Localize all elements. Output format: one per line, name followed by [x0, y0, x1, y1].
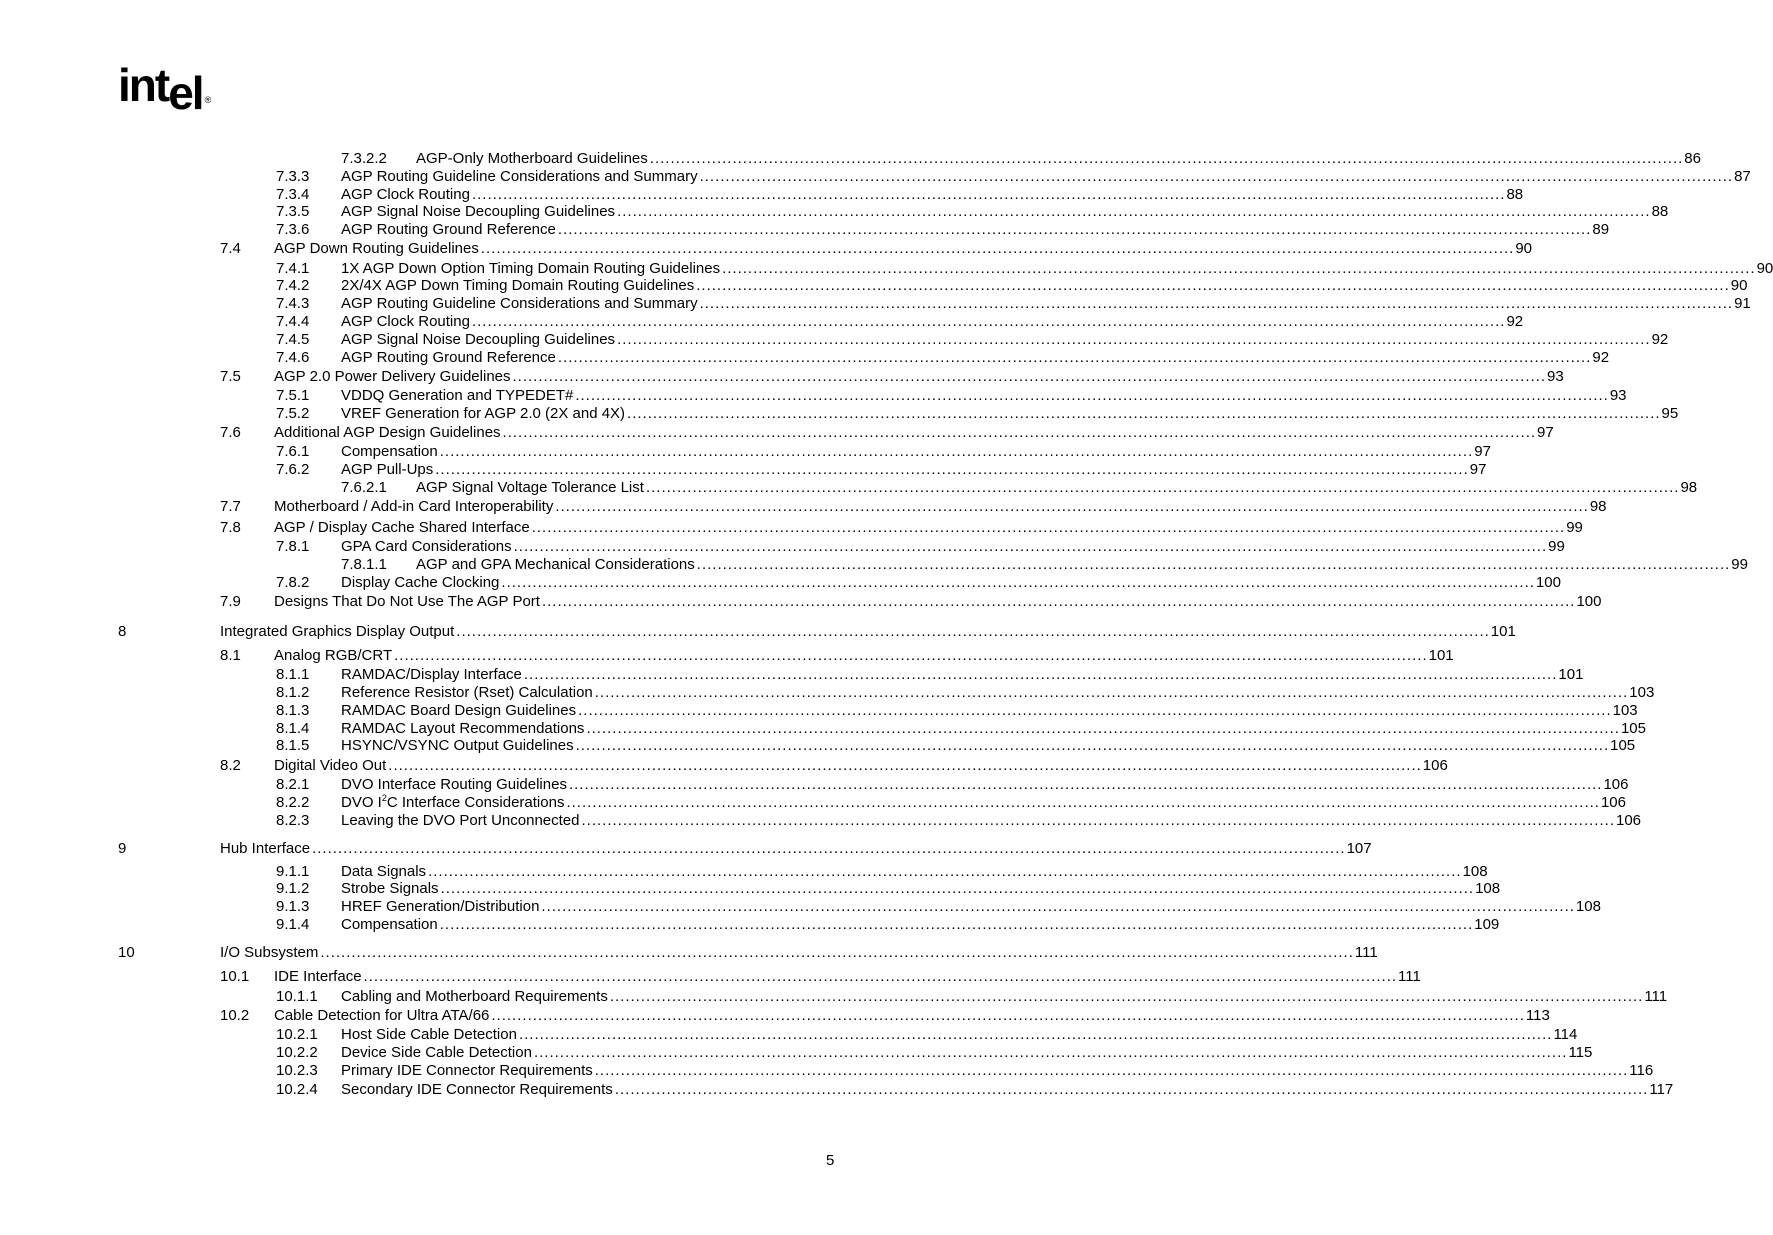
dot-leader: ........................................................................................................................................................................................................ — [312, 840, 1346, 857]
toc-entry[interactable] — [0, 479, 1698, 497]
dot-leader: ........................................................................................................................................................................................................ — [439, 443, 1474, 460]
toc-entry-title: Data Signals — [341, 863, 427, 880]
dot-leader: ........................................................................................................................................................................................................ — [557, 221, 1592, 238]
logo-text: int — [118, 59, 169, 111]
dot-leader: ........................................................................................................................................................................................................ — [627, 405, 1661, 422]
dot-leader: ........................................................................................................................................................................................................ — [480, 240, 1515, 257]
toc-entry-title: AGP Clock Routing — [341, 186, 470, 203]
toc-entry-title: AGP Clock Routing — [341, 313, 470, 330]
toc-entry-title: Host Side Cable Detection — [341, 1026, 517, 1043]
toc-entry-number: 8.1 — [220, 647, 241, 664]
toc-entry-title: AGP / Display Cache Shared Interface — [274, 519, 530, 536]
toc-entry-title: Compensation — [341, 916, 438, 933]
toc-entry-number: 7.9 — [220, 593, 241, 610]
toc-entry[interactable] — [0, 776, 1629, 794]
toc-entry-page: 103 — [1612, 702, 1638, 719]
toc-entry-number: 7.8.1.1 — [341, 556, 387, 573]
dot-leader: ........................................................................................................................................................................................................ — [649, 150, 1684, 167]
dot-leader: ........................................................................................................................................................................................................ — [456, 623, 1490, 640]
dot-leader: ........................................................................................................................................................................................................ — [609, 988, 1644, 1005]
toc-entry-title: DVO Interface Routing Guidelines — [341, 776, 567, 793]
toc-entry-page: 106 — [1600, 794, 1626, 811]
dot-leader: ........................................................................................................................................................................................................ — [581, 812, 1615, 829]
toc-entry-number: 10.2 — [220, 1007, 250, 1024]
dot-leader: ........................................................................................................................................................................................................ — [541, 898, 1575, 915]
toc-entry-number: 10 — [118, 944, 135, 961]
toc-entry[interactable] — [0, 898, 1601, 916]
toc-entry-page: 105 — [1620, 720, 1646, 737]
toc-entry[interactable] — [0, 593, 1602, 611]
toc-entry-page: 89 — [1592, 221, 1610, 238]
toc-entry[interactable] — [0, 1026, 1578, 1044]
toc-entry-page: 108 — [1475, 880, 1501, 897]
toc-entry-number: 7.3.6 — [276, 221, 310, 238]
toc-entry[interactable] — [0, 313, 1524, 331]
toc-entry-number: 7.6 — [220, 424, 241, 441]
toc-entry[interactable] — [0, 988, 1668, 1006]
toc-entry-page: 106 — [1603, 776, 1629, 793]
toc-entry[interactable] — [0, 968, 1421, 986]
toc-entry-number: 9.1.2 — [276, 880, 310, 897]
toc-entry-number: 8 — [118, 623, 127, 640]
toc-entry-page: 98 — [1680, 479, 1698, 496]
dot-leader: ........................................................................................................................................................................................................ — [440, 880, 1475, 897]
toc-entry-title: Cable Detection for Ultra ATA/66 — [274, 1007, 490, 1024]
dot-leader: ........................................................................................................................................................................................................ — [568, 776, 1603, 793]
toc-entry[interactable] — [0, 1007, 1550, 1025]
toc-entry[interactable] — [0, 424, 1554, 442]
toc-entry-number: 8.2.2 — [276, 794, 310, 811]
toc-entry-page: 86 — [1684, 150, 1701, 167]
toc-entry-page: 97 — [1474, 443, 1491, 460]
toc-entry-title: IDE Interface — [274, 968, 362, 985]
toc-entry-number: 7.4.3 — [276, 295, 310, 312]
toc-entry-number: 7.4.1 — [276, 260, 310, 277]
dot-leader: ........................................................................................................................................................................................................ — [594, 684, 1629, 701]
dot-leader: ........................................................................................................................................................................................................ — [541, 593, 1576, 610]
toc-entry-page: 99 — [1548, 538, 1565, 555]
toc-entry-title: Reference Resistor (Rset) Calculation — [341, 684, 593, 701]
toc-entry-title: GPA Card Considerations — [341, 538, 512, 555]
toc-entry-page: 101 — [1490, 623, 1516, 640]
dot-leader: ........................................................................................................................................................................................................ — [502, 424, 1537, 441]
toc-entry-number: 9 — [118, 840, 127, 857]
toc-entry-number: 7.3.5 — [276, 203, 310, 220]
toc-entry-page: 105 — [1610, 737, 1636, 754]
toc-entry[interactable] — [0, 203, 1669, 221]
registered-mark: ® — [204, 95, 212, 105]
toc-entry-number: 10.2.4 — [276, 1081, 318, 1098]
dot-leader: ........................................................................................................................................................................................................ — [617, 203, 1651, 220]
dot-leader: ........................................................................................................................................................................................................ — [394, 647, 1428, 664]
toc-entry-title: Cabling and Motherboard Requirements — [341, 988, 608, 1005]
dot-leader: ........................................................................................................................................................................................................ — [614, 1081, 1649, 1098]
toc-entry-number: 7.5.2 — [276, 405, 310, 422]
toc-entry[interactable] — [0, 168, 1751, 186]
toc-entry-number: 9.1.3 — [276, 898, 310, 915]
toc-entry-page: 99 — [1566, 519, 1583, 536]
toc-entry[interactable] — [0, 916, 1500, 934]
toc-entry-number: 7.4.4 — [276, 313, 310, 330]
toc-entry-page: 113 — [1525, 1007, 1550, 1024]
toc-entry-number: 10.2.3 — [276, 1062, 318, 1079]
toc-entry-page: 93 — [1609, 387, 1627, 404]
toc-entry-title: Additional AGP Design Guidelines — [274, 424, 501, 441]
toc-entry-number: 10.1 — [220, 968, 250, 985]
toc-entry[interactable] — [0, 720, 1646, 738]
toc-entry-number: 7.3.2.2 — [341, 150, 387, 167]
toc-entry[interactable] — [0, 277, 1748, 295]
toc-entry-number: 7.4.6 — [276, 349, 310, 366]
dot-leader: ........................................................................................................................................................................................................ — [439, 916, 1474, 933]
dot-leader: ........................................................................................................................................................................................................ — [617, 331, 1651, 348]
toc-entry[interactable] — [0, 647, 1454, 665]
toc-entry[interactable] — [0, 840, 1372, 858]
toc-entry[interactable] — [0, 368, 1564, 386]
toc-entry-title: HSYNC/VSYNC Output Guidelines — [341, 737, 574, 754]
toc-entry-number: 10.1.1 — [276, 988, 318, 1005]
toc-entry-title: Designs That Do Not Use The AGP Port — [274, 593, 540, 610]
toc-entry[interactable] — [0, 150, 1701, 168]
toc-entry-title: AGP Routing Ground Reference — [341, 349, 556, 366]
toc-entry-number: 8.1.4 — [276, 720, 310, 737]
toc-entry-number: 7.5.1 — [276, 387, 310, 404]
toc-entry-number: 7.6.2 — [276, 461, 310, 478]
toc-entry-page: 90 — [1730, 277, 1748, 294]
toc-entry-number: 8.2 — [220, 757, 241, 774]
toc-entry-title: Compensation — [341, 443, 438, 460]
dot-leader: ........................................................................................................................................................................................................ — [428, 863, 1462, 880]
toc-entry-title: Integrated Graphics Display Output — [220, 623, 455, 640]
dot-leader: ........................................................................................................................................................................................................ — [594, 1062, 1629, 1079]
dot-leader: ........................................................................................................................................................................................................ — [471, 186, 1506, 203]
toc-entry-title: 2X/4X AGP Down Timing Domain Routing Guidelines — [341, 277, 695, 294]
toc-entry-title: DVO $I^2C$ Interface Considerations — [341, 793, 565, 811]
dot-leader: ........................................................................................................................................................................................................ — [557, 349, 1592, 366]
dot-leader: ........................................................................................................................................................................................................ — [696, 556, 1731, 573]
toc-entry-title: AGP Signal Noise Decoupling Guidelines — [341, 331, 616, 348]
toc-entry-title: RAMDAC/Display Interface — [341, 666, 522, 683]
toc-entry-page: 87 — [1734, 168, 1751, 185]
toc-entry[interactable] — [0, 684, 1655, 702]
toc-entry-page: 88 — [1651, 203, 1669, 220]
dot-leader: ........................................................................................................................................................................................................ — [699, 168, 1734, 185]
toc-entry[interactable] — [0, 1081, 1674, 1099]
toc-entry-page: 95 — [1661, 405, 1679, 422]
toc-entry-title: I/O Subsystem — [220, 944, 319, 961]
toc-entry-title: Leaving the DVO Port Unconnected — [341, 812, 580, 829]
toc-entry-page: 101 — [1558, 666, 1584, 683]
toc-entry[interactable] — [0, 443, 1491, 461]
toc-entry-page: 92 — [1592, 349, 1610, 366]
toc-entry[interactable] — [0, 880, 1501, 898]
toc-entry-number: 7.3.3 — [276, 168, 310, 185]
toc-entry-page: 99 — [1731, 556, 1748, 573]
dot-leader: ........................................................................................................................................................................................................ — [722, 260, 1756, 277]
toc-entry-page: 101 — [1428, 647, 1454, 664]
dot-leader: ........................................................................................................................................................................................................ — [578, 702, 1612, 719]
toc-entry-page: 108 — [1575, 898, 1601, 915]
toc-entry-title: Hub Interface — [220, 840, 311, 857]
toc-entry[interactable] — [0, 240, 1533, 258]
toc-entry-title: AGP Pull-Ups — [341, 461, 434, 478]
toc-entry-title: RAMDAC Layout Recommendations — [341, 720, 585, 737]
toc-entry-number: 7.8.1 — [276, 538, 310, 555]
toc-entry-page: 109 — [1474, 916, 1500, 933]
dot-leader: ........................................................................................................................................................................................................ — [512, 368, 1546, 385]
toc-entry[interactable] — [0, 944, 1378, 962]
dot-leader: ........................................................................................................................................................................................................ — [555, 498, 1589, 515]
toc-entry-page: 117 — [1649, 1081, 1674, 1098]
toc-entry-title: Primary IDE Connector Requirements — [341, 1062, 593, 1079]
dot-leader: ........................................................................................................................................................................................................ — [575, 737, 1610, 754]
dot-leader: ........................................................................................................................................................................................................ — [575, 387, 1609, 404]
toc-entry-title: Display Cache Clocking — [341, 574, 500, 591]
toc-entry-number: 7.6.2.1 — [341, 479, 387, 496]
dot-leader: ........................................................................................................................................................................................................ — [518, 1026, 1553, 1043]
toc-entry[interactable] — [0, 623, 1516, 641]
dot-leader: ........................................................................................................................................................................................................ — [645, 479, 1680, 496]
toc-entry[interactable] — [0, 556, 1748, 574]
toc-entry[interactable] — [0, 757, 1448, 775]
toc-entry-number: 8.1.1 — [276, 666, 310, 683]
toc-entry-page: 92 — [1651, 331, 1669, 348]
toc-entry-title: RAMDAC Board Design Guidelines — [341, 702, 577, 719]
toc-entry-number: 7.8.2 — [276, 574, 310, 591]
dot-leader: ........................................................................................................................................................................................................ — [320, 944, 1354, 961]
toc-entry-page: 97 — [1537, 424, 1554, 441]
toc-entry-number: 7.6.1 — [276, 443, 310, 460]
toc-entry-title: Analog RGB/CRT — [274, 647, 393, 664]
toc-entry[interactable] — [0, 331, 1669, 349]
toc-entry[interactable] — [0, 349, 1610, 367]
dot-leader: ........................................................................................................................................................................................................ — [566, 794, 1600, 811]
page-number: 5 — [826, 1152, 835, 1169]
toc-entry[interactable] — [0, 793, 1626, 812]
toc-entry-number: 9.1.4 — [276, 916, 310, 933]
dot-leader: ........................................................................................................................................................................................................ — [491, 1007, 1525, 1024]
toc-entry-page: 103 — [1629, 684, 1655, 701]
dot-leader: ........................................................................................................................................................................................................ — [471, 313, 1506, 330]
toc-entry-title: Motherboard / Add-in Card Interoperability — [274, 498, 554, 515]
toc-entry[interactable] — [0, 405, 1679, 423]
dot-leader: ........................................................................................................................................................................................................ — [586, 720, 1620, 737]
toc-entry-number: 7.3.4 — [276, 186, 310, 203]
dot-leader: ........................................................................................................................................................................................................ — [696, 277, 1730, 294]
dot-leader: ........................................................................................................................................................................................................ — [363, 968, 1398, 985]
toc-entry-page: 111 — [1398, 968, 1421, 985]
logo-accent: el — [168, 67, 203, 119]
toc-entry-title: AGP-Only Motherboard Guidelines — [416, 150, 648, 167]
toc-entry-number: 9.1.1 — [276, 863, 310, 880]
toc-entry-page: 97 — [1469, 461, 1487, 478]
toc-entry-page: 92 — [1506, 313, 1524, 330]
toc-entry-title: HREF Generation/Distribution — [341, 898, 540, 915]
toc-entry-page: 116 — [1629, 1062, 1654, 1079]
toc-entry-number: 7.7 — [220, 498, 241, 515]
toc-entry[interactable] — [0, 1062, 1654, 1080]
toc-entry-number: 7.4.2 — [276, 277, 310, 294]
toc-entry-page: 114 — [1553, 1026, 1578, 1043]
toc-entry[interactable] — [0, 186, 1524, 204]
toc-entry-number: 10.2.1 — [276, 1026, 318, 1043]
toc-entry-page: 90 — [1756, 260, 1773, 277]
dot-leader: ........................................................................................................................................................................................................ — [699, 295, 1734, 312]
intel-logo — [118, 59, 212, 119]
toc-entry-page: 93 — [1547, 368, 1564, 385]
toc-entry[interactable] — [0, 538, 1565, 556]
toc-entry-number: 8.1.2 — [276, 684, 310, 701]
toc-entry-title: AGP Routing Ground Reference — [341, 221, 556, 238]
dot-leader: ........................................................................................................................................................................................................ — [533, 1044, 1568, 1061]
toc-entry-number: 10.2.2 — [276, 1044, 318, 1061]
toc-entry[interactable] — [0, 260, 1773, 278]
toc-entry-page: 111 — [1644, 988, 1668, 1005]
toc-entry-number: 8.1.5 — [276, 737, 310, 754]
toc-entry-title: AGP Signal Voltage Tolerance List — [416, 479, 644, 496]
toc-entry-page: 90 — [1515, 240, 1533, 257]
dot-leader: ........................................................................................................................................................................................................ — [531, 519, 1566, 536]
toc-entry-title: AGP Routing Guideline Considerations and Summary — [341, 168, 698, 185]
toc-entry-title: AGP Routing Guideline Considerations and Summary — [341, 295, 698, 312]
toc-entry[interactable] — [0, 221, 1610, 239]
toc-entry-number: 7.8 — [220, 519, 241, 536]
toc-entry[interactable] — [0, 498, 1607, 516]
toc-entry[interactable] — [0, 737, 1636, 755]
toc-entry-page: 91 — [1734, 295, 1751, 312]
dot-leader: ........................................................................................................................................................................................................ — [435, 461, 1469, 478]
toc-entry-page: 107 — [1346, 840, 1372, 857]
toc-entry-number: 8.2.3 — [276, 812, 310, 829]
toc-entry-number: 7.5 — [220, 368, 241, 385]
toc-entry-page: 108 — [1462, 863, 1488, 880]
toc-entry-page: 98 — [1589, 498, 1607, 515]
toc-entry-title: Digital Video Out — [274, 757, 387, 774]
toc-entry-page: 115 — [1568, 1044, 1593, 1061]
toc-entry[interactable] — [0, 702, 1638, 720]
toc-entry-title: AGP Down Routing Guidelines — [274, 240, 479, 257]
toc-entry-page: 106 — [1615, 812, 1642, 829]
dot-leader: ........................................................................................................................................................................................................ — [501, 574, 1535, 591]
toc-entry-page: 100 — [1535, 574, 1561, 591]
toc-entry[interactable] — [0, 812, 1642, 830]
toc-entry-page: 100 — [1576, 593, 1602, 610]
toc-entry-number: 7.4 — [220, 240, 241, 257]
toc-entry-title: Strobe Signals — [341, 880, 439, 897]
toc-entry-page: 88 — [1506, 186, 1524, 203]
toc-entry-title: VDDQ Generation and TYPEDET# — [341, 387, 574, 404]
toc-entry-page: 106 — [1422, 757, 1448, 774]
toc-entry[interactable] — [0, 461, 1487, 479]
toc-entry-page: 111 — [1354, 944, 1378, 961]
toc-entry-title: 1X AGP Down Option Timing Domain Routing Guidelines — [341, 260, 721, 277]
toc-entry[interactable] — [0, 574, 1561, 592]
toc-entry-title: AGP 2.0 Power Delivery Guidelines — [274, 368, 511, 385]
toc-entry-title: AGP Signal Noise Decoupling Guidelines — [341, 203, 616, 220]
toc-entry[interactable] — [0, 666, 1584, 684]
toc-entry[interactable] — [0, 1044, 1593, 1062]
toc-entry[interactable] — [0, 519, 1583, 537]
toc-entry-title: VREF Generation for AGP 2.0 (2X and 4X) — [341, 405, 626, 422]
toc-entry-title: AGP and GPA Mechanical Considerations — [416, 556, 695, 573]
toc-entry[interactable] — [0, 387, 1627, 405]
toc-entry[interactable] — [0, 863, 1488, 881]
dot-leader: ........................................................................................................................................................................................................ — [513, 538, 1548, 555]
dot-leader: ........................................................................................................................................................................................................ — [388, 757, 1422, 774]
toc-entry-title: Device Side Cable Detection — [341, 1044, 532, 1061]
toc-entry[interactable] — [0, 295, 1751, 313]
toc-entry-number: 7.4.5 — [276, 331, 310, 348]
toc-entry-number: 8.1.3 — [276, 702, 310, 719]
toc-entry-number: 8.2.1 — [276, 776, 310, 793]
dot-leader: ........................................................................................................................................................................................................ — [523, 666, 1558, 683]
toc-entry-title: Secondary IDE Connector Requirements — [341, 1081, 613, 1098]
